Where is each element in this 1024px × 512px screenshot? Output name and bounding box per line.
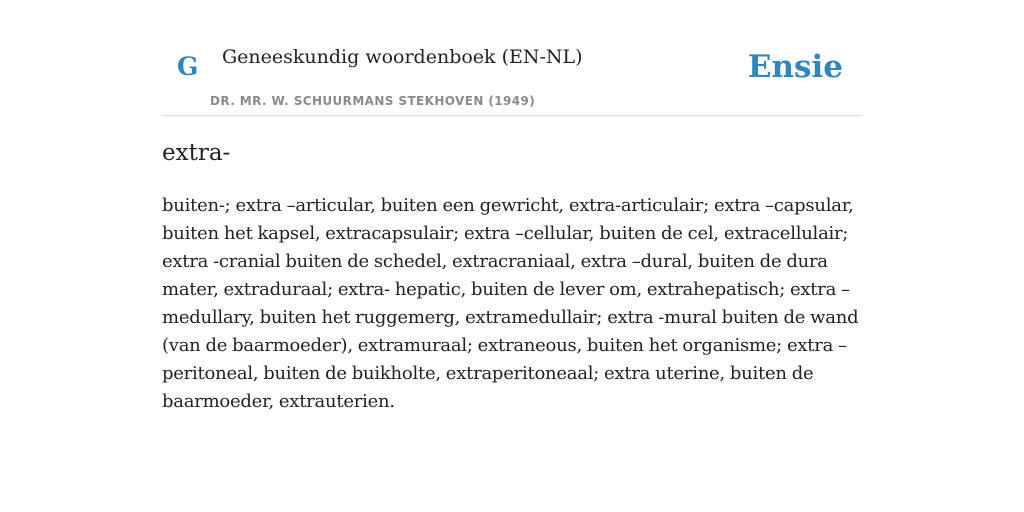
entry-definition: buiten-; extra –articular, buiten een gewricht, extra-articulair; extra –capsular, buiten het kapsel, extracapsulair; extra –cellular, buiten de cel, extracellulair; extra -cranial buiten de schedel, extracraniaal, extra –dural, buiten de dura mater, extraduraal; extra- hepatic, buiten de lever om, extrahepatisch; extra –medullary, buiten het ruggemerg, extramedullair; extra -mural buiten de wand (van de baarmoeder), extramuraal; extraneous, buiten het organisme; extra –peritoneal, buiten de buikholte, extraperitoneaal; extra uterine, buiten de baarmoeder, extrauterien. — [162, 195, 859, 412]
dictionary-author: DR. MR. W. SCHUURMANS STEKHOVEN (1949) — [210, 94, 536, 108]
content-container — [162, 0, 862, 412]
entry-term: extra- — [162, 140, 231, 166]
dictionary-logo-letter[interactable]: G — [177, 52, 199, 81]
dictionary-header — [162, 0, 862, 116]
dictionary-title[interactable]: Geneeskundig woordenboek (EN-NL) — [222, 46, 583, 68]
ensie-logo-link[interactable]: Ensie — [747, 49, 843, 85]
